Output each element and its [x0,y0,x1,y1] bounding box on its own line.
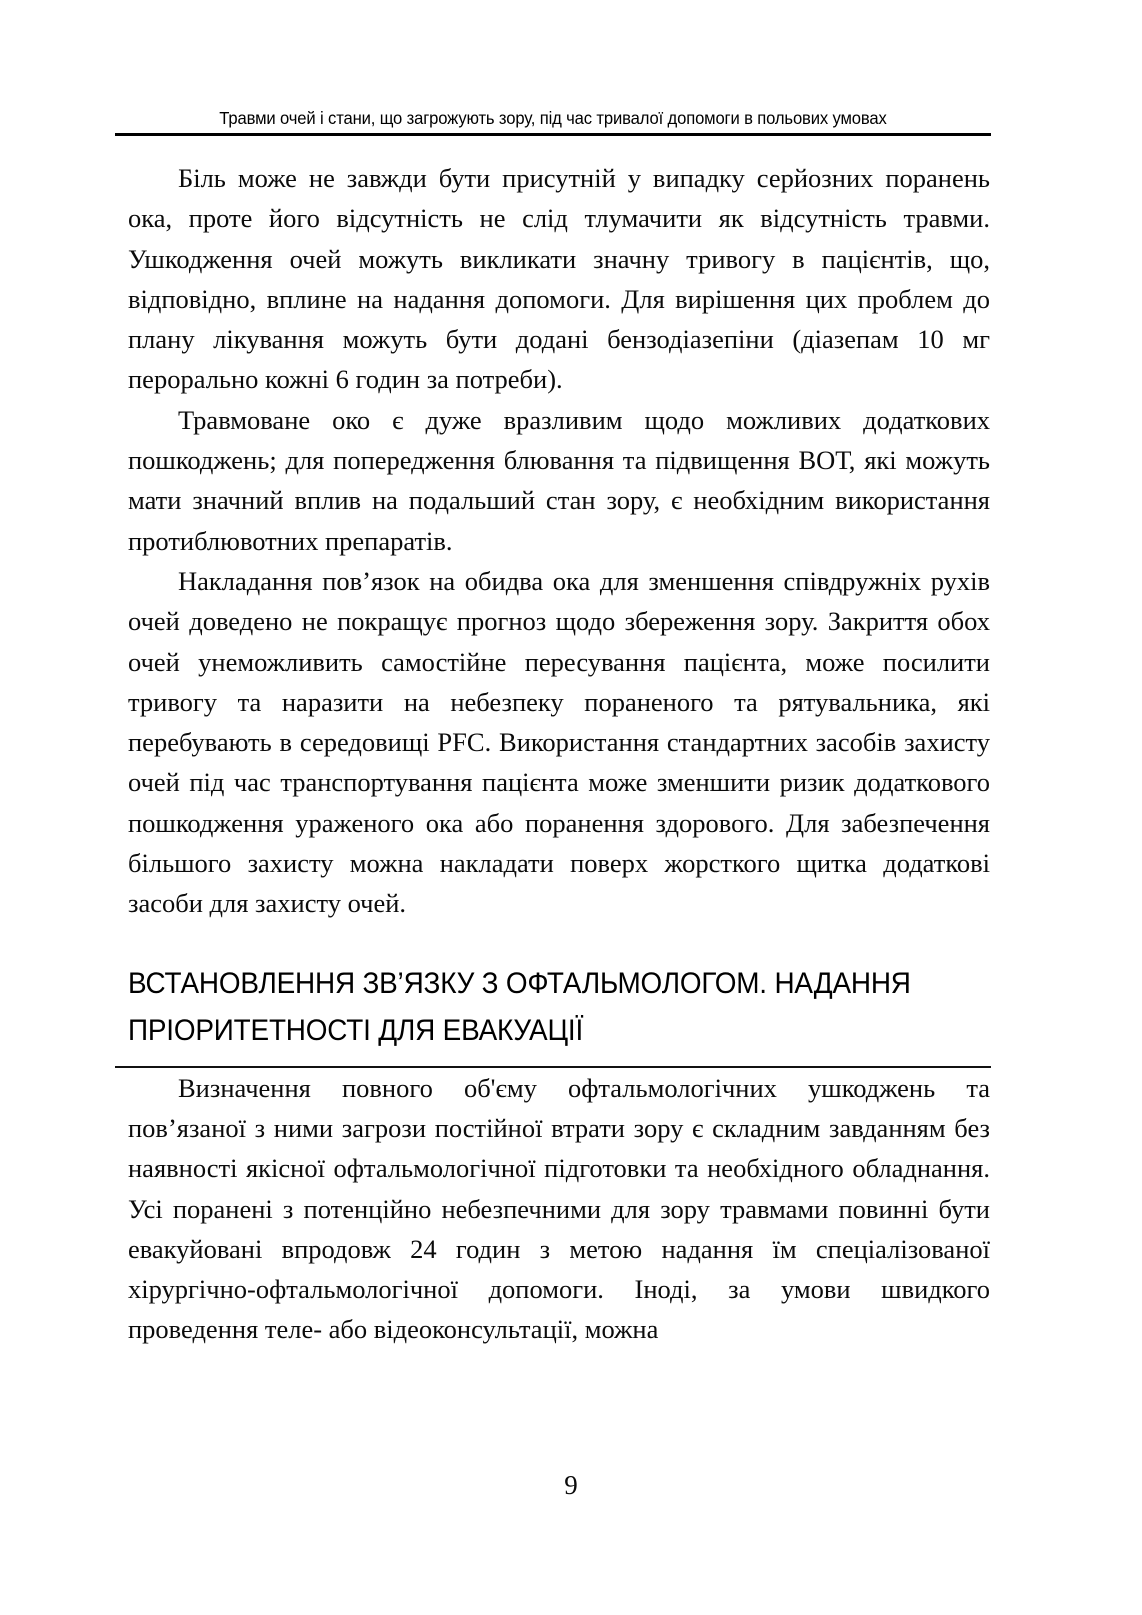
section-heading-line-1: ВСТАНОВЛЕННЯ ЗВ’ЯЗКУ З ОФТАЛЬМОЛОГОМ. НАДАННЯ [128,966,911,1000]
section-heading [128,960,990,1068]
running-header [115,108,991,136]
paragraph-2: Травмоване око є дуже вразливим щодо можливих додаткових пошкоджень; для попередження блювання та підвищення ВОТ, які можуть мати значний вплив на подальший стан зору, є необхідним використання протиблювотних препаратів. [128,404,990,556]
page-number: 9 [564,1470,578,1500]
section-paragraph-1: Визначення повного об'єму офтальмологічних ушкоджень та пов’язаної з ними загрози постійної втрати зору є складним завданням без наявності якісної офтальмологічної підготовки та необхідного обладнання. Усі поранені з потенційно небезпечними для зору травмами повинні бути евакуйовані впродовж 24 годин з метою надання їм спеціалізованої хірургічно-офтальмологічної допомоги. Іноді, за умови швидкого проведення теле- або відеоконсультації, можна [128,1072,990,1345]
header-divider-rule [115,133,991,136]
section-heading-line-2: ПРІОРИТЕТНОСТІ ДЛЯ ЕВАКУАЦІЇ [128,1013,584,1047]
paragraph-1: Біль може не завжди бути присутній у випадку серйозних поранень ока, проте його відсутність не слід тлумачити як відсутність травми. Ушкодження очей можуть викликати значну тривогу в пацієнтів, що, відповідно, вплине на надання допомоги. Для вирішення цих проблем до плану лікування можуть бути додані бензодіазепіни (діазепам 10 мг перорально кожні 6 годин за потреби). [128,163,990,395]
page-content [128,158,990,1350]
paragraph-3: Накладання пов’язок на обидва ока для зменшення співдружніх рухів очей доведено не покращує прогноз щодо збереження зору. Закриття обох очей унеможливить самостійне пересування пацієнта, може посилити тривогу та наразити на небезпеку пораненого та рятувальника, які перебувають в середовищі PFC. Використання стандартних засобів захисту очей під час транспортування пацієнта може зменшити ризик додаткового пошкодження ураженого ока або поранення здорового. Для забезпечення більшого захисту можна накладати поверх жорсткого щитка додаткові засоби для захисту очей. [128,565,990,919]
running-header-text: Травми очей і стани, що загрожують зору, під час тривалої допомоги в польових умовах [219,108,887,128]
